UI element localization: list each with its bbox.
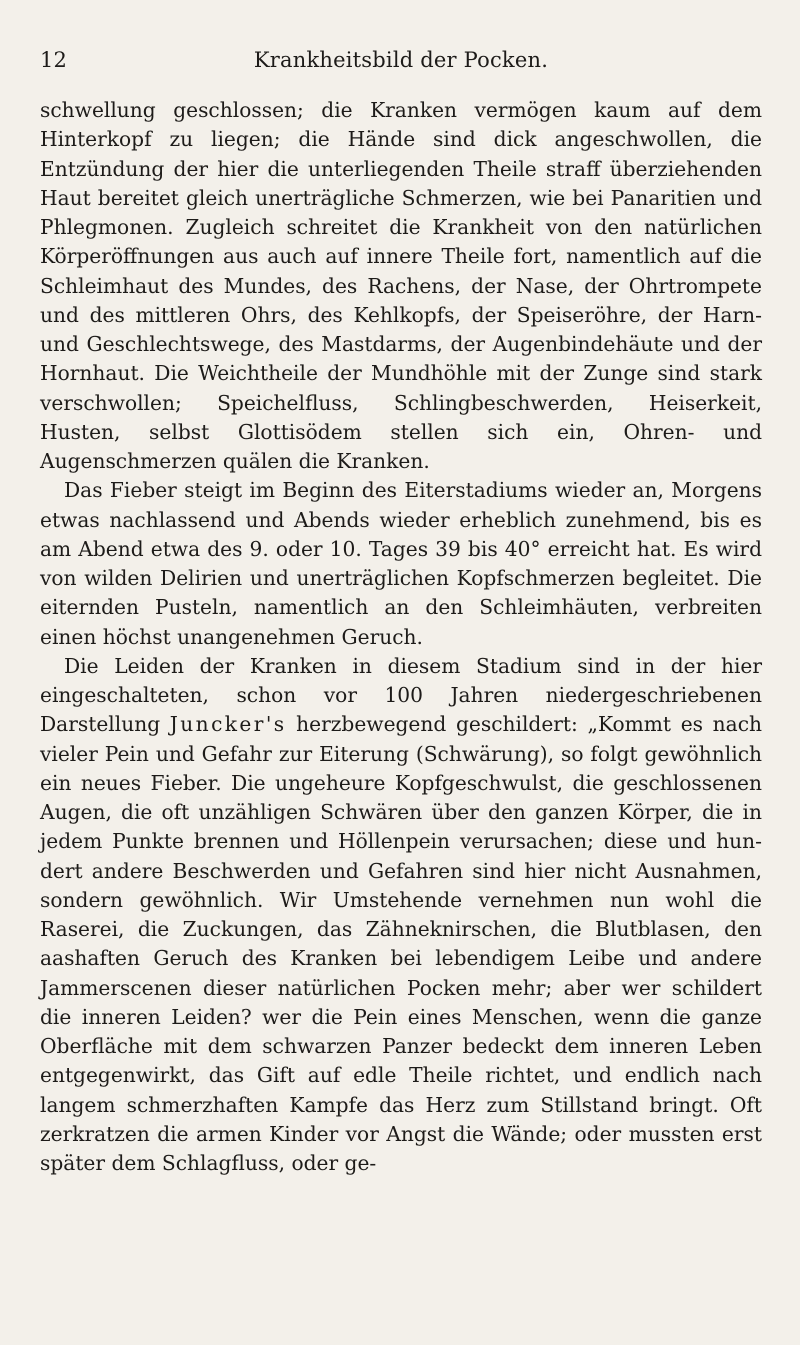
- body-text: [40, 96, 762, 1178]
- quote-text: herzbewegend geschildert: „Kommt es nach vieler Pein und Gefahr zur Eiterung (Schwärung), so folgt gewöhnlich ein neues Fieber. Die ungeheure Kopfgeschwulst, die geschlossenen Augen, die oft unzähligen Schwären über den ganzen Körper, die in jedem Punkte brennen und Höllenpein verursachen; diese und hundert andere Beschwerden und Gefahren sind hier nicht Ausnahmen, sondern gewöhnlich. Wir Umstehende vernehmen nun wohl die Raserei, die Zuckungen, das Zähneknirschen, die Blutblasen, den aashaften Geruch des Kranken bei lebendigem Leibe und andere Jammerscenen dieser natürlichen Pocken mehr; aber wer schildert die inneren Leiden? wer die Pein eines Menschen, wenn die ganze Oberfläche mit dem schwarzen Panzer bedeckt dem inneren Leben entgegenwirkt, das Gift auf edle Theile richtet, und endlich nach langem schmerzhaften Kampfe das Herz zum Stillstand bringt. Oft zerkratzen die armen Kinder vor Angst die Wände; oder mussten erst später dem Schlagfluss, oder ge-: [40, 712, 762, 1175]
- page-number: 12: [40, 48, 68, 72]
- quote-lead-text: Die Leiden der Kranken in diesem Stadium sind in der hier eingeschalteten, schon vor 100 Jahren niedergeschriebenen Darstellung: [40, 653, 762, 737]
- paragraph-fever: Das Fieber steigt im Beginn des Eiterstadiums wieder an, Morgens etwas nachlassend und Abends wieder erheblich zunehmend, bis es am Abend etwa des 9. oder 10. Tages 39 bis 40° erreicht hat. Es wird von wilden Delirien und unerträglichen Kopfschmerzen begleitet. Die eiternden Pusteln, namentlich an den Schleimhäuten, verbreiten einen höchst unangenehmen Geruch.: [40, 478, 762, 649]
- running-title: Krankheitsbild der Pocken.: [253, 48, 549, 72]
- author-name: Juncker's: [169, 712, 287, 737]
- running-head: [40, 48, 762, 82]
- paragraph-symptoms: schwellung geschlossen; die Kranken vermögen kaum auf dem Hinterkopf zu liegen; die Hände sind dick angeschwollen, die Entzündung der hier die unterliegenden Theile straff überziehenden Haut bereitet gleich unerträgliche Schmerzen, wie bei Panaritien und Phlegmonen. Zugleich schreitet die Krankheit von den natürlichen Körperöffnungen aus auch auf innere Theile fort, namentlich auf die Schleimhaut des Mundes, des Rachens, der Nase, der Ohrtrompete und des mittleren Ohrs, des Kehlkopfs, der Speiseröhre, der Harn- und Geschlechtswege, des Mastdarms, der Augenbindehäute und der Hornhaut. Die Weichtheile der Mundhöhle mit der Zunge sind stark verschwollen; Speichelfluss, Schlingbeschwerden, Heiserkeit, Husten, selbst Glottisödem stellen sich ein, Ohren- und Augenschmerzen quälen die Kranken.: [40, 98, 762, 473]
- paragraph-juncker-quote: [40, 652, 762, 1179]
